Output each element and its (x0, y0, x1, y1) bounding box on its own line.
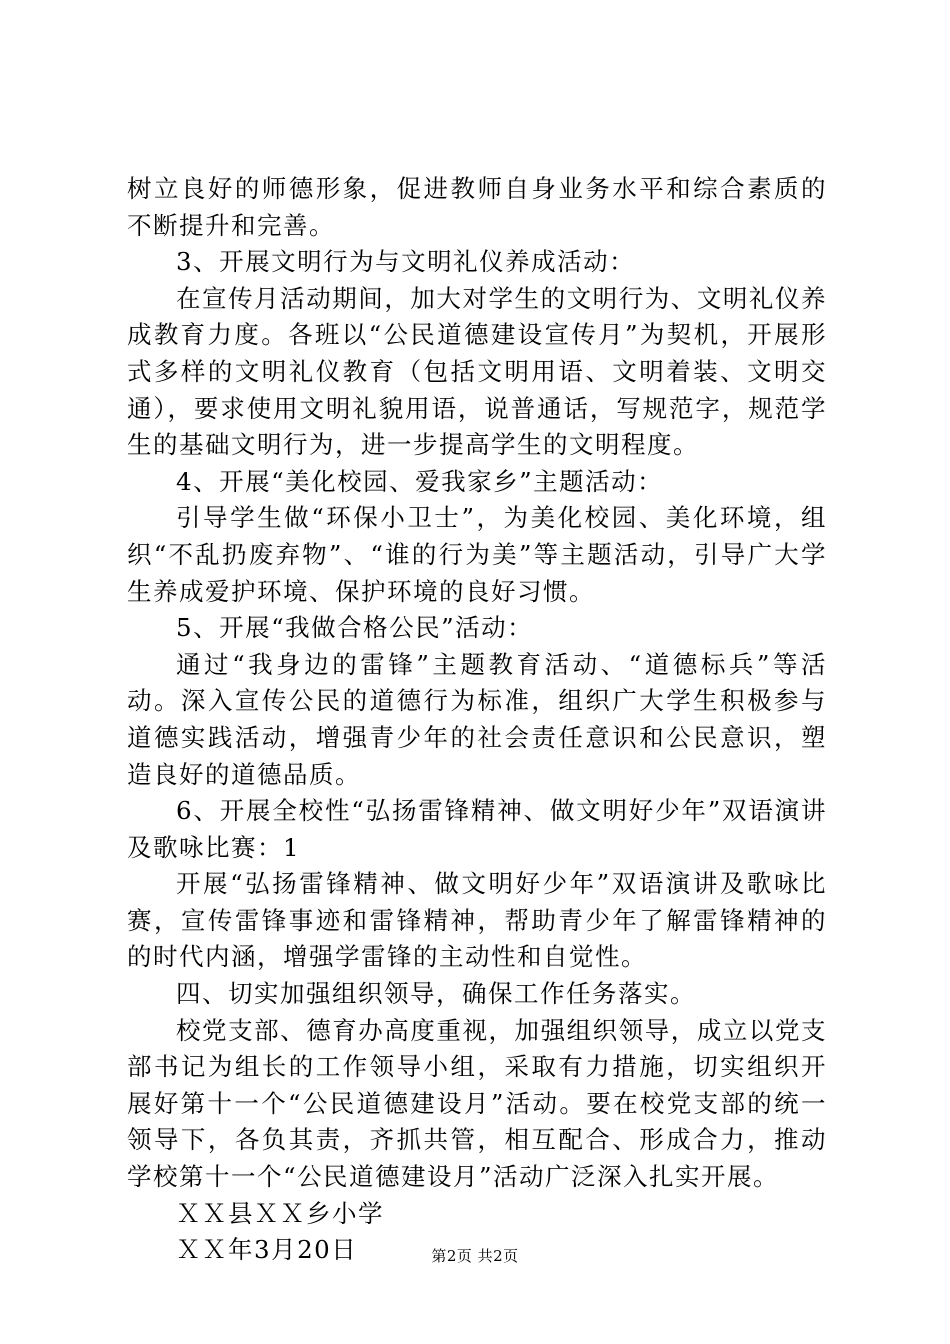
section-heading-6: 6、开展全校性“弘扬雷锋精神、做文明好少年”双语演讲及歌咏比赛：1 (127, 796, 827, 862)
paragraph-continuation: 树立良好的师德形象，促进教师自身业务水平和综合素质的不断提升和完善。 (127, 174, 827, 240)
section-heading-3: 3、开展文明行为与文明礼仪养成活动： (176, 247, 636, 277)
paragraph-speech-contest: 开展“弘扬雷锋精神、做文明好少年”双语演讲及歌咏比赛，宣传雷锋事迹和雷锋精神，帮助青少年了解雷锋精神的的时代内涵，增强学雷锋的主动性和自觉性。 (127, 869, 827, 972)
section-heading-4: 4、开展“美化校园、爱我家乡”主题活动： (176, 466, 664, 496)
paragraph-citizen: 通过“我身边的雷锋”主题教育活动、“道德标兵”等活动。深入宣传公民的道德行为标准，组织广大学生积极参与道德实践活动，增强青少年的社会责任意识和公民意识，塑造良好的道德品质。 (127, 649, 827, 789)
paragraph-environment: 引导学生做“环保小卫士”，为美化校园、美化环境，组织“不乱扔废弃物”、“谁的行为美”等主题活动，引导广大学生养成爱护环境、保护环境的良好习惯。 (127, 503, 827, 606)
signature-date: ＸＸ年3月20日 (176, 1235, 358, 1265)
section-heading-four: 四、切实加强组织领导，确保工作任务落实。 (176, 979, 696, 1009)
signature-school: ＸＸ县ＸＸ乡小学 (176, 1198, 384, 1228)
page-number-footer: 第2页 共2页 (431, 1247, 519, 1265)
document-body (127, 171, 827, 1269)
paragraph-etiquette: 在宣传月活动期间，加大对学生的文明行为、文明礼仪养成教育力度。各班以“公民道德建设宣传月”为契机，开展形式多样的文明礼仪教育（包括文明用语、文明着装、文明交通），要求使用文明礼貌用语，说普通话，写规范字，规范学生的基础文明行为，进一步提高学生的文明程度。 (127, 283, 827, 460)
section-heading-5: 5、开展“我做合格公民”活动： (176, 613, 534, 643)
paragraph-leadership: 校党支部、德育办高度重视，加强组织领导，成立以党支部书记为组长的工作领导小组，采取有力措施，切实组织开展好第十一个“公民道德建设月”活动。要在校党支部的统一领导下，各负其责，齐抓共管，相互配合、形成合力，推动学校第十一个“公民道德建设月”活动广泛深入扎实开展。 (127, 1015, 827, 1192)
